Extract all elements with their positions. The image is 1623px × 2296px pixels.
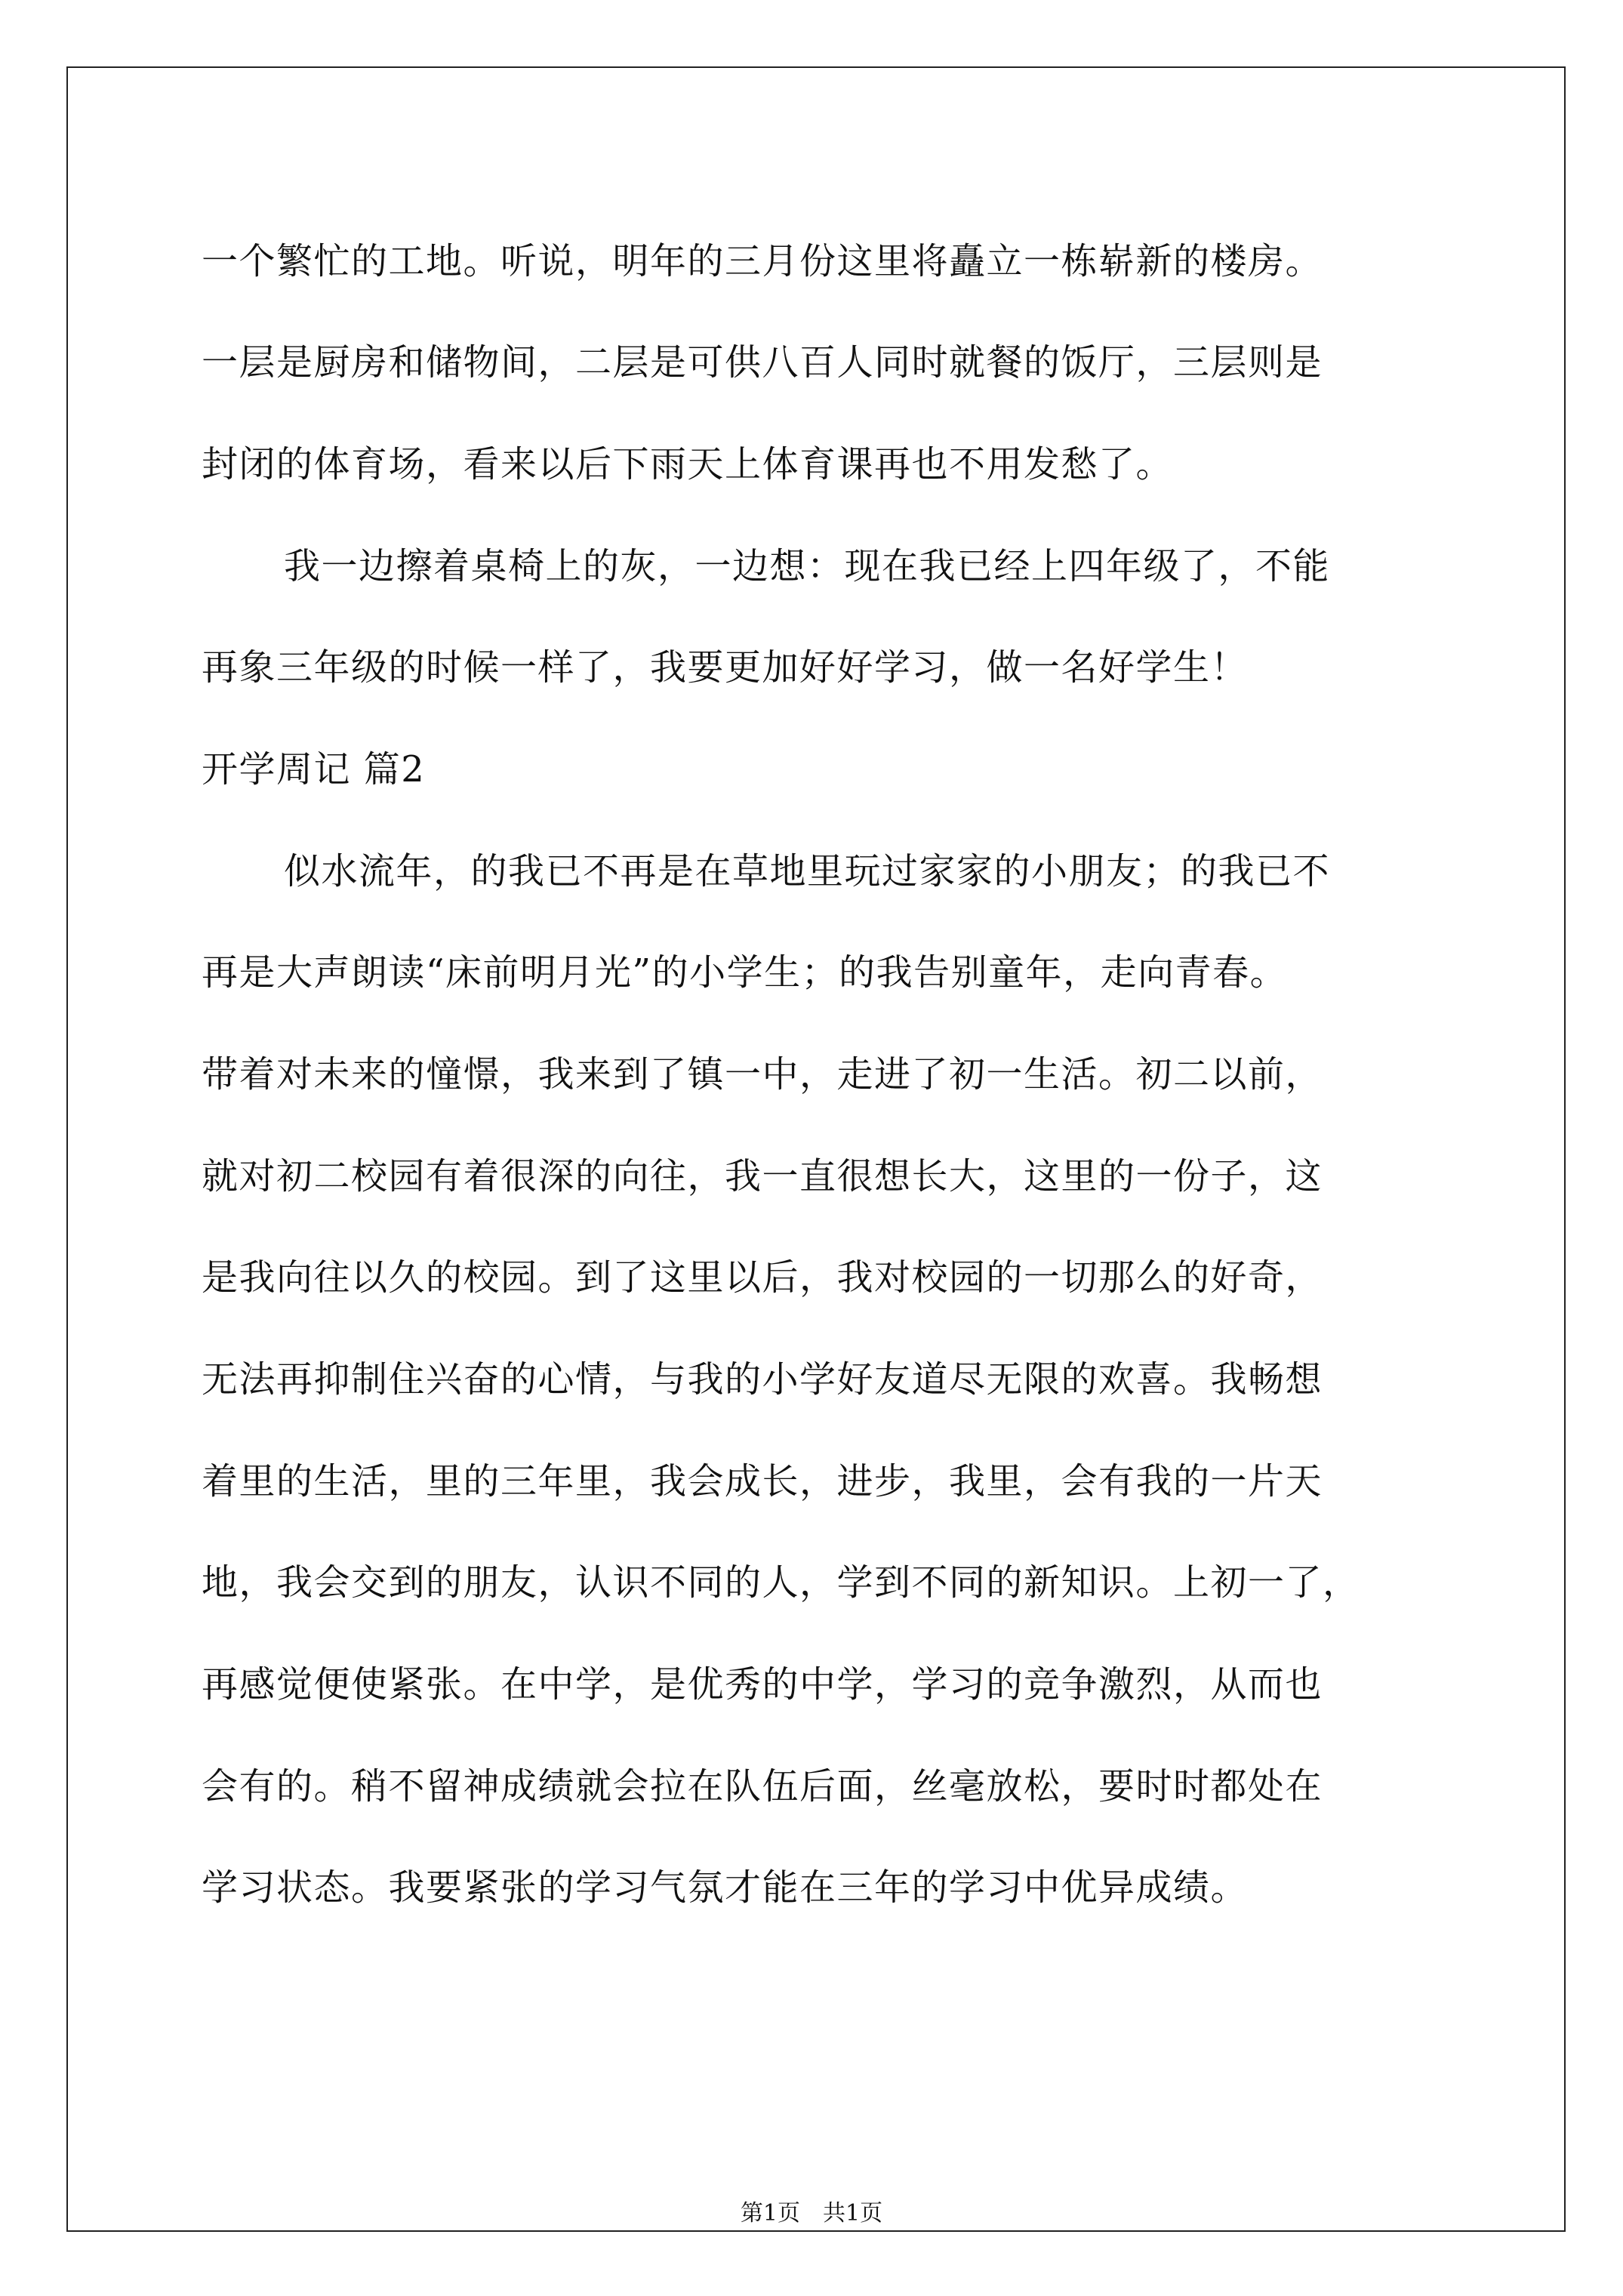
text-line: 再感觉便使紧张。在中学，是优秀的中学，学习的竞争激烈，从而也	[202, 1663, 1323, 1706]
text-line: 再是大声朗读“床前明月光”的小学生；的我告别童年，走向青春。	[202, 951, 1288, 994]
text-line: 一个繁忙的工地。听说，明年的三月份这里将矗立一栋崭新的楼房。	[202, 240, 1323, 282]
text-line: 带着对未来的憧憬，我来到了镇一中，走进了初一生活。初二以前，	[202, 1053, 1323, 1096]
text-line: 似水流年，的我已不再是在草地里玩过家家的小朋友；的我已不	[284, 850, 1331, 892]
text-line: 着里的生活，里的三年里，我会成长，进步，我里，会有我的一片天	[202, 1460, 1323, 1502]
text-line: 地，我会交到的朋友，认识不同的人，学到不同的新知识。上初一了，	[202, 1561, 1360, 1604]
text-line: 学习状态。我要紧张的学习气氛才能在三年的学习中优异成绩。	[202, 1866, 1249, 1909]
text-line: 一层是厨房和储物间，二层是可供八百人同时就餐的饭厅，三层则是	[202, 341, 1323, 384]
section-heading: 开学周记 篇2	[202, 748, 426, 791]
text-line: 我一边擦着桌椅上的灰，一边想：现在我已经上四年级了，不能	[284, 545, 1331, 587]
text-line: 封闭的体育场，看来以后下雨天上体育课再也不用发愁了。	[202, 443, 1174, 485]
text-line: 再象三年级的时候一样了，我要更加好好学习，做一名好学生！	[202, 646, 1249, 689]
text-line: 无法再抑制住兴奋的心情，与我的小学好友道尽无限的欢喜。我畅想	[202, 1358, 1323, 1401]
page-number-footer: 第1页 共1页	[740, 2200, 883, 2227]
text-line: 会有的。稍不留神成绩就会拉在队伍后面，丝毫放松，要时时都处在	[202, 1765, 1323, 1808]
text-line: 是我向往以久的校园。到了这里以后，我对校园的一切那么的好奇，	[202, 1256, 1323, 1299]
text-line: 就对初二校园有着很深的向往，我一直很想长大，这里的一份子，这	[202, 1155, 1323, 1197]
